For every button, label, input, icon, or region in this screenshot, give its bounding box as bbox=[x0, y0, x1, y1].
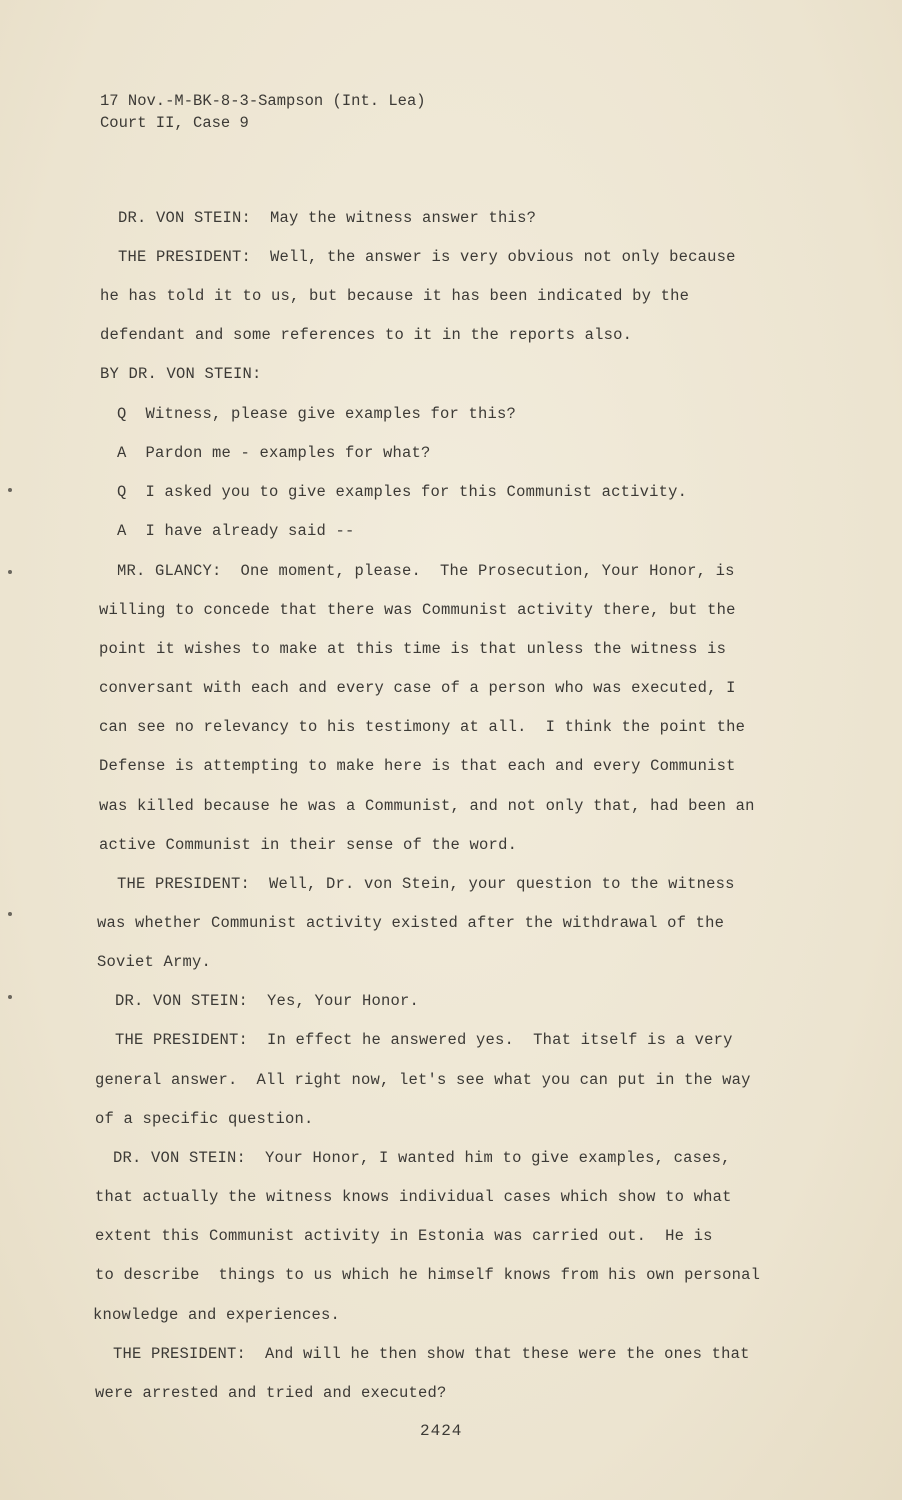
transcript-line: A Pardon me - examples for what? bbox=[117, 444, 431, 462]
transcript-line: THE PRESIDENT: Well, the answer is very obvious not only because bbox=[118, 248, 736, 266]
transcript-line: DR. VON STEIN: Your Honor, I wanted him to give examples, cases, bbox=[113, 1149, 731, 1167]
transcript-line: of a specific question. bbox=[95, 1110, 314, 1128]
transcript-line: can see no relevancy to his testimony at all. I think the point the bbox=[99, 718, 746, 736]
transcript-line: knowledge and experiences. bbox=[93, 1306, 341, 1324]
transcript-line: defendant and some references to it in the reports also. bbox=[100, 326, 633, 344]
binder-hole-mark bbox=[8, 570, 12, 574]
transcript-line: he has told it to us, but because it has been indicated by the bbox=[100, 287, 690, 305]
transcript-line: BY DR. VON STEIN: bbox=[100, 365, 262, 383]
binder-hole-mark bbox=[8, 488, 12, 492]
transcript-line: A I have already said -- bbox=[117, 522, 355, 540]
transcript-line: extent this Communist activity in Estonia was carried out. He is bbox=[95, 1227, 713, 1245]
header-line-2: Court II, Case 9 bbox=[100, 114, 249, 132]
binder-hole-mark bbox=[8, 912, 12, 916]
transcript-line: THE PRESIDENT: Well, Dr. von Stein, your question to the witness bbox=[117, 875, 735, 893]
transcript-line: conversant with each and every case of a person who was executed, I bbox=[99, 679, 736, 697]
page-number: 2424 bbox=[420, 1422, 463, 1440]
transcript-line: DR. VON STEIN: May the witness answer this? bbox=[118, 209, 537, 227]
transcript-line: that actually the witness knows individual cases which show to what bbox=[95, 1188, 732, 1206]
transcript-line: to describe things to us which he himself knows from his own personal bbox=[95, 1266, 761, 1284]
transcript-line: Q Witness, please give examples for this? bbox=[117, 405, 517, 423]
transcript-line: MR. GLANCY: One moment, please. The Prosecution, Your Honor, is bbox=[117, 562, 735, 580]
transcript-line: Soviet Army. bbox=[97, 953, 212, 971]
transcript-line: active Communist in their sense of the word. bbox=[99, 836, 518, 854]
transcript-line: Defense is attempting to make here is that each and every Communist bbox=[99, 757, 736, 775]
transcript-line: was whether Communist activity existed after the withdrawal of the bbox=[97, 914, 725, 932]
document-header bbox=[100, 90, 426, 134]
transcript-line: Q I asked you to give examples for this Communist activity. bbox=[117, 483, 688, 501]
transcript-line: general answer. All right now, let's see what you can put in the way bbox=[95, 1071, 751, 1089]
binder-hole-mark bbox=[8, 995, 12, 999]
transcript-line: THE PRESIDENT: In effect he answered yes. That itself is a very bbox=[115, 1031, 733, 1049]
transcript-line: point it wishes to make at this time is that unless the witness is bbox=[99, 640, 727, 658]
transcript-line: DR. VON STEIN: Yes, Your Honor. bbox=[115, 992, 420, 1010]
transcript-line: was killed because he was a Communist, and not only that, had been an bbox=[99, 797, 755, 815]
transcript-line: were arrested and tried and executed? bbox=[95, 1384, 447, 1402]
transcript-line: THE PRESIDENT: And will he then show that these were the ones that bbox=[113, 1345, 750, 1363]
header-line-1: 17 Nov.-M-BK-8-3-Sampson (Int. Lea) bbox=[100, 92, 426, 110]
transcript-line: willing to concede that there was Communist activity there, but the bbox=[99, 601, 736, 619]
